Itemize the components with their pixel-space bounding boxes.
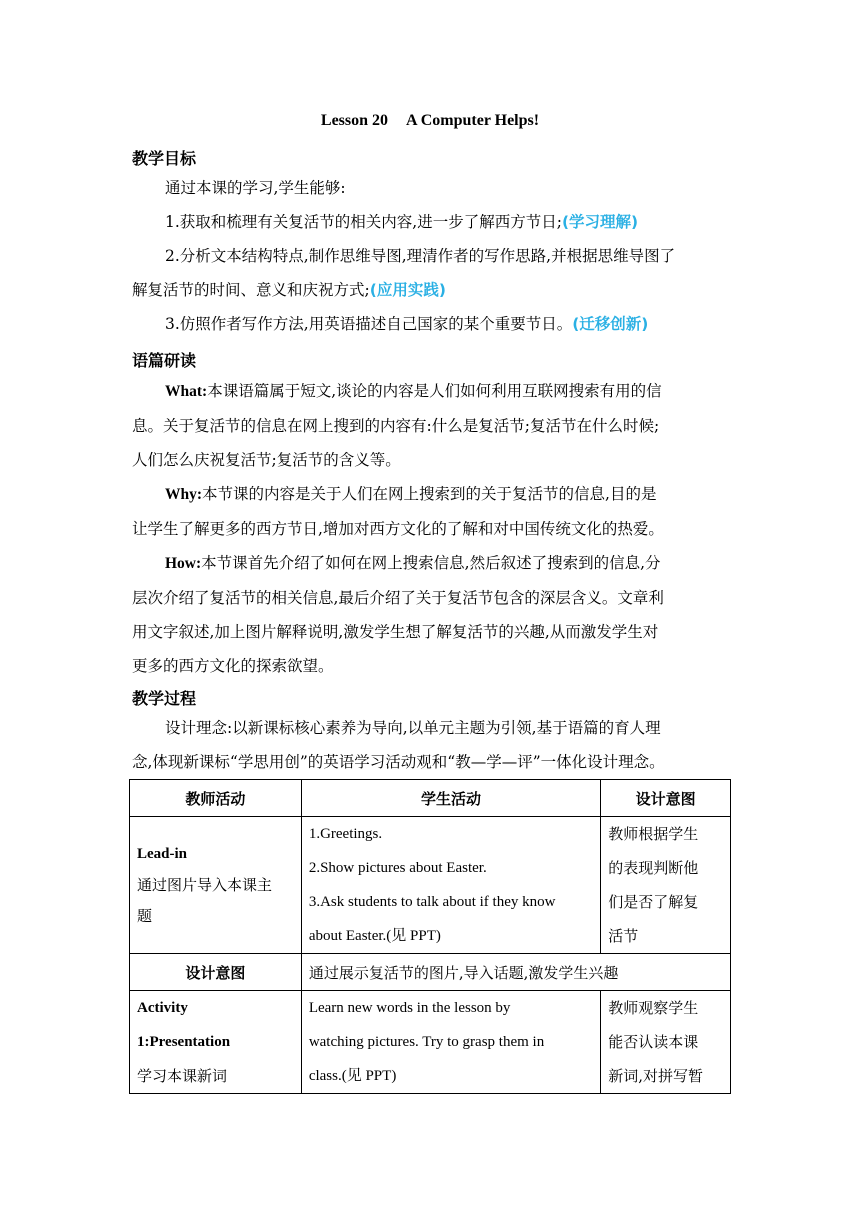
what-line-1: What:本课语篇属于短文,谈论的内容是人们如何利用互联网搜索有用的信 xyxy=(165,382,662,400)
row3-student-cell xyxy=(301,991,600,1094)
what-line-3: 人们怎么庆祝复活节;复活节的含义等。 xyxy=(132,451,401,469)
row1-student-line-3: 3.Ask students to talk about if they know xyxy=(308,894,556,910)
goal-item-1: 1.获取和梳理有关复活节的相关内容,进一步了解西方节日;(学习理解) xyxy=(165,213,639,231)
row1-student-line-1: 1.Greetings. xyxy=(308,826,383,842)
goal-tag-3: (迁移创新) xyxy=(572,315,649,333)
row2-text: 通过展示复活节的图片,导入话题,激发学生兴趣 xyxy=(301,954,730,991)
reading-body xyxy=(132,374,732,683)
process-body xyxy=(132,711,732,779)
row1-intent-line-2: 的表现判断他 xyxy=(608,859,699,877)
how-line-2: 层次介绍了复活节的相关信息,最后介绍了关于复活节包含的深层含义。文章利 xyxy=(132,589,664,607)
row3-intent-line-2: 能否认读本课 xyxy=(608,1033,699,1051)
header-teacher-activity: 教师活动 xyxy=(130,780,302,817)
process-line-1: 设计理念:以新课标核心素养为导向,以单元主题为引领,基于语篇的育人理 xyxy=(165,719,661,737)
how-line-3: 用文字叙述,加上图片解释说明,激发学生想了解复活节的兴趣,从而激发学生对 xyxy=(132,623,659,641)
lesson-number: Lesson 20 xyxy=(320,112,389,129)
row3-teacher-cell xyxy=(130,991,302,1094)
lesson-title xyxy=(0,112,860,130)
how-label: How: xyxy=(165,555,202,572)
goal-tag-1: (学习理解) xyxy=(561,213,639,231)
process-heading: 教学过程 xyxy=(132,689,197,708)
row1-intent-line-3: 们是否了解复 xyxy=(608,893,699,911)
lesson-plan-table xyxy=(129,779,731,1094)
header-student-activity: 学生活动 xyxy=(301,780,600,817)
goals-heading: 教学目标 xyxy=(132,149,197,168)
row1-intent-cell xyxy=(601,817,731,954)
table-row xyxy=(130,991,731,1094)
row1-student-line-4: about Easter.(见 PPT) xyxy=(308,928,441,944)
goal-item-2-cont: 解复活节的时间、意义和庆祝方式;(应用实践) xyxy=(132,281,446,299)
what-line-2: 息。关于复活节的信息在网上搜到的内容有:什么是复活节;复活节在什么时候; xyxy=(132,417,660,435)
row1-teacher-cell xyxy=(130,817,302,954)
row3-teacher-title-1: Activity xyxy=(137,1000,188,1016)
how-line-1: How:本节课首先介绍了如何在网上搜索信息,然后叙述了搜索到的信息,分 xyxy=(165,554,661,572)
header-design-intent: 设计意图 xyxy=(601,780,731,817)
row1-teacher-desc-2: 题 xyxy=(137,906,153,925)
lesson-name: A Computer Helps! xyxy=(406,112,540,129)
row1-intent-line-1: 教师根据学生 xyxy=(608,825,699,843)
goals-intro: 通过本课的学习,学生能够: xyxy=(165,179,346,197)
table-header-row xyxy=(130,780,731,817)
goal-item-2: 2.分析文本结构特点,制作思维导图,理清作者的写作思路,并根据思维导图了 xyxy=(165,247,676,265)
reading-heading: 语篇研读 xyxy=(132,351,197,370)
row3-intent-cell xyxy=(601,991,731,1094)
why-label: Why: xyxy=(165,486,203,503)
what-label: What: xyxy=(165,383,208,400)
row1-teacher-title: Lead-in xyxy=(137,845,188,862)
row3-teacher-title-2: 1:Presentation xyxy=(137,1034,231,1050)
row3-student-line-3: class.(见 PPT) xyxy=(308,1068,397,1084)
row3-student-line-2: watching pictures. Try to grasp them in xyxy=(308,1034,545,1050)
goal-tag-2: (应用实践) xyxy=(369,281,446,299)
row3-intent-line-3: 新词,对拼写暂 xyxy=(608,1067,704,1085)
row1-student-cell xyxy=(301,817,600,954)
why-line-1: Why:本节课的内容是关于人们在网上搜索到的关于复活节的信息,目的是 xyxy=(165,485,657,503)
table-row xyxy=(130,954,731,991)
how-line-4: 更多的西方文化的探索欲望。 xyxy=(132,657,334,675)
process-line-2: 念,体现新课标“学思用创”的英语学习活动观和“教—学—评”一体化设计理念。 xyxy=(132,753,665,771)
row1-student-line-2: 2.Show pictures about Easter. xyxy=(308,860,487,876)
goal-item-3: 3.仿照作者写作方法,用英语描述自己国家的某个重要节日。(迁移创新) xyxy=(165,315,649,333)
row3-intent-line-1: 教师观察学生 xyxy=(608,999,699,1017)
row3-teacher-desc: 学习本课新词 xyxy=(137,1067,228,1085)
row3-student-line-1: Learn new words in the lesson by xyxy=(308,1000,511,1016)
row2-label: 设计意图 xyxy=(130,954,302,991)
goals-body xyxy=(132,171,732,341)
why-line-2: 让学生了解更多的西方节日,增加对西方文化的了解和对中国传统文化的热爱。 xyxy=(132,520,664,538)
row1-teacher-desc-1: 通过图片导入本课主 xyxy=(137,875,273,894)
row1-intent-line-4: 活节 xyxy=(608,927,639,945)
table-row xyxy=(130,817,731,954)
